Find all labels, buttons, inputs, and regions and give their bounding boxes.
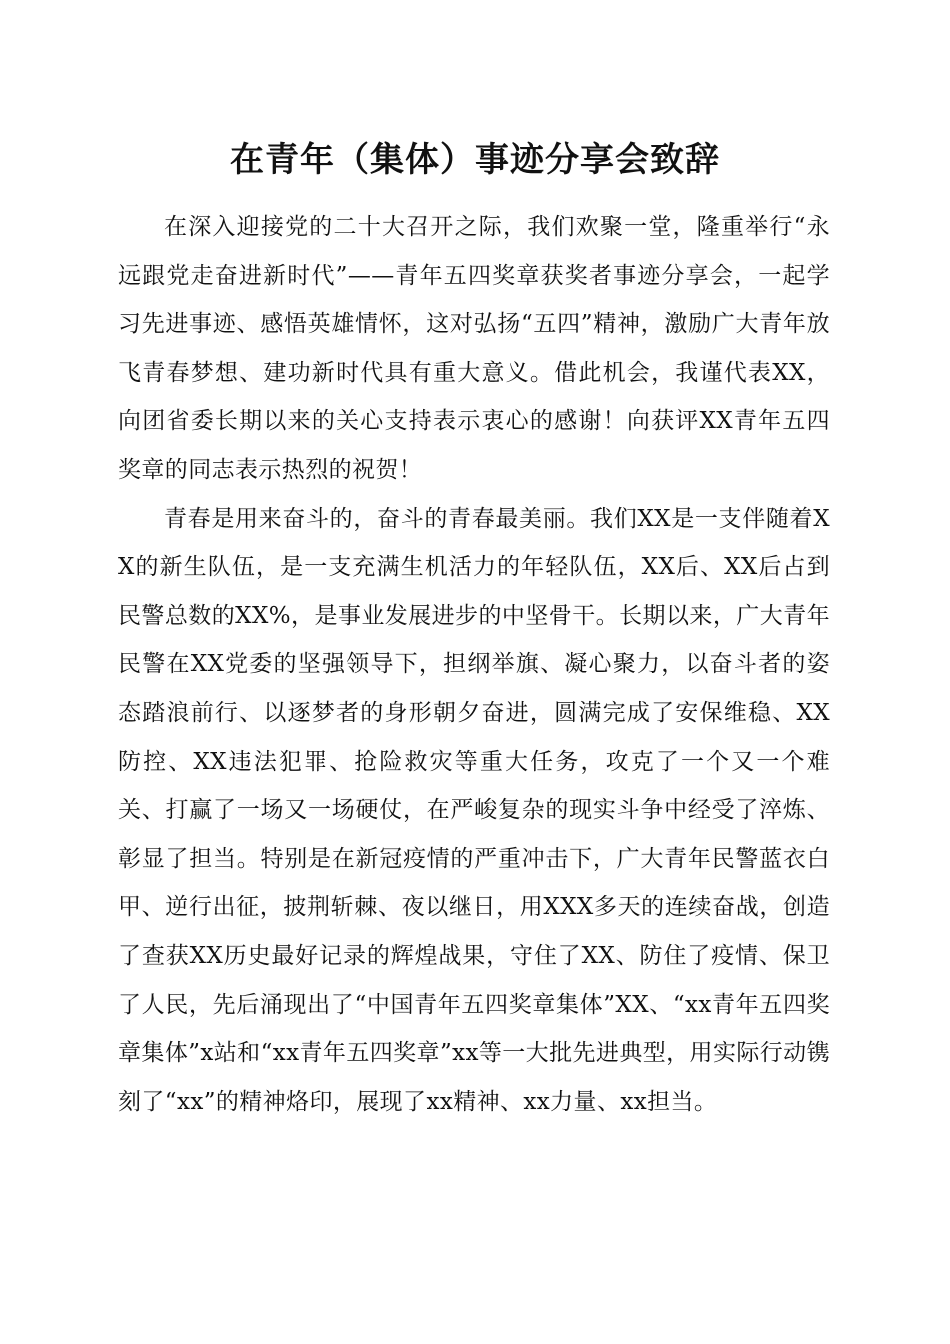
document-body [118,203,830,1126]
paragraph-2: 青春是用来奋斗的，奋斗的青春最美丽。我们XX是一支伴随着XX的新生队伍，是一支充满生机活力的年轻队伍，XX后、XX后占到民警总数的XX%，是事业发展进步的中坚骨干。长期以来，广大青年民警在XX党委的坚强领导下，担纲举旗、凝心聚力，以奋斗者的姿态踏浪前行、以逐梦者的身形朝夕奋进，圆满完成了安保维稳、XX防控、XX违法犯罪、抢险救灾等重大任务，攻克了一个又一个难关、打赢了一场又一场硬仗，在严峻复杂的现实斗争中经受了淬炼、彰显了担当。特别是在新冠疫情的严重冲击下，广大青年民警蓝衣白甲、逆行出征，披荆斩棘、夜以继日，用XXX多天的连续奋战，创造了查获XX历史最好记录的辉煌战果，守住了XX、防住了疫情、保卫了人民，先后涌现出了“中国青年五四奖章集体”XX、“xx青年五四奖章集体”x站和“xx青年五四奖章”xx等一大批先进典型，用实际行动镌刻了“xx”的精神烙印，展现了xx精神、xx力量、xx担当。 [118,505,830,1115]
paragraph-1: 在深入迎接党的二十大召开之际，我们欢聚一堂，隆重举行“永远跟党走奋进新时代”——青年五四奖章获奖者事迹分享会，一起学习先进事迹、感悟英雄情怀，这对弘扬“五四”精神，激励广大青年放飞青春梦想、建功新时代具有重大意义。借此机会，我谨代表XX，向团省委长期以来的关心支持表示衷心的感谢！向获评XX青年五四奖章的同志表示热烈的祝贺！ [118,214,830,483]
document-title: 在青年（集体）事迹分享会致辞 [230,140,720,180]
